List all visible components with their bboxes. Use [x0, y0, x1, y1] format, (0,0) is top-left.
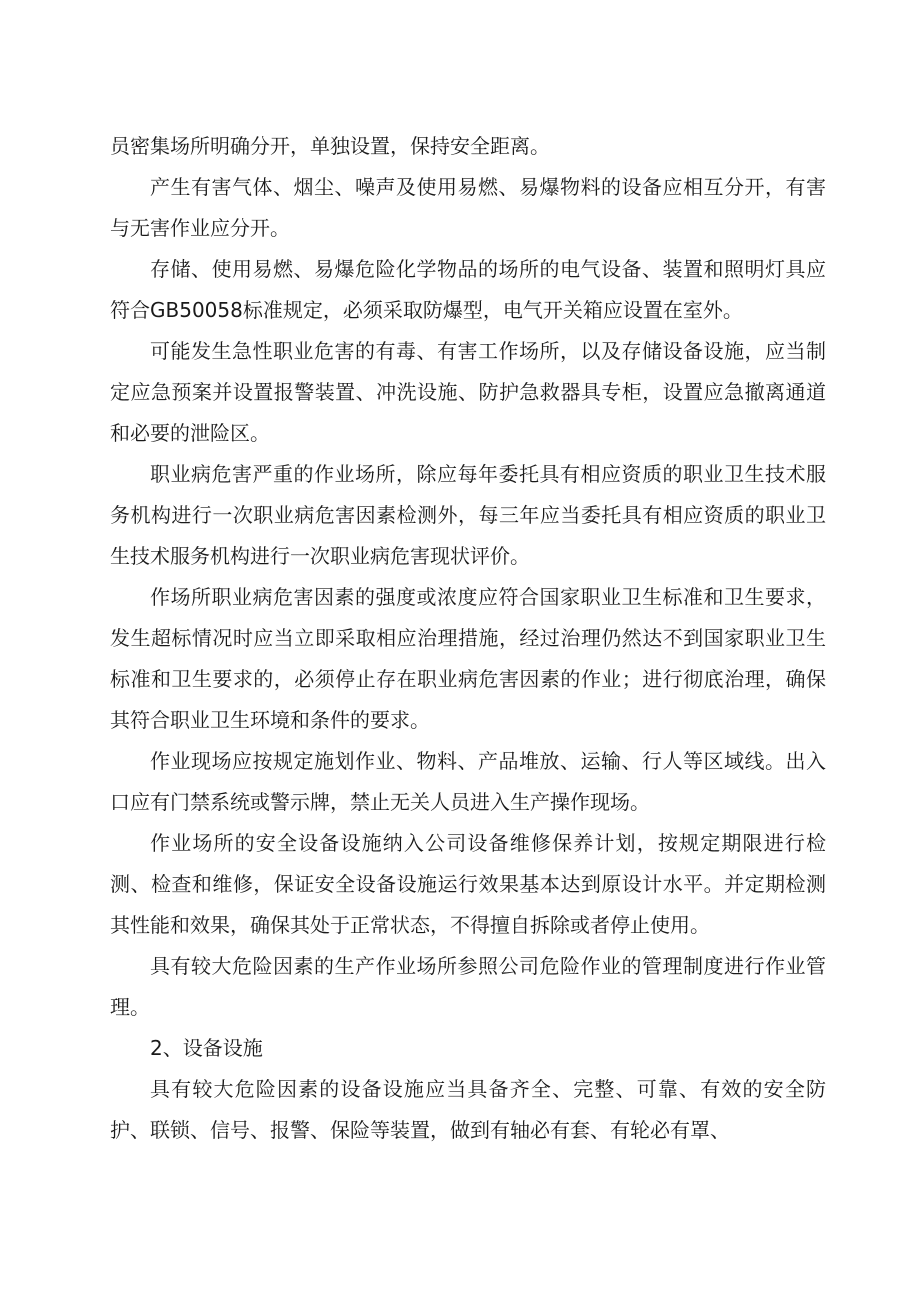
paragraph-dangerous-work: 具有较大危险因素的生产作业场所参照公司危险作业的管理制度进行作业管理。 [110, 954, 826, 1019]
paragraph-zone-lines: 作业现场应按规定施划作业、物料、产品堆放、运输、行人等区域线。出入口应有门禁系统或警示牌，禁止无关人员进入生产操作现场。 [110, 749, 826, 814]
paragraph-hazard-control: 作场所职业病危害因素的强度或浓度应符合国家职业卫生标准和卫生要求，发生超标情况时应当立即采取相应治理措施，经过治理仍然达不到国家职业卫生标准和卫生要求的，必须停止存在职业病危害因素的作业；进行彻底治理，确保其符合职业卫生环境和条件的要求。 [110, 585, 826, 732]
paragraph-explosion-proof: 存储、使用易燃、易爆危险化学物品的场所的电气设备、装置和照明灯具应符合GB50058标准规定，必须采取防爆型，电气开关箱应设置在室外。 [110, 257, 826, 322]
paragraph-maintenance: 作业场所的安全设备设施纳入公司设备维修保养计划，按规定期限进行检测、检查和维修，保证安全设备设施运行效果基本达到原设计水平。并定期检测其性能和效果，确保其处于正常状态，不得擅自拆除或者停止使用。 [110, 831, 826, 937]
document-body [110, 126, 826, 1151]
paragraph-hazard-assessment: 职业病危害严重的作业场所，除应每年委托具有相应资质的职业卫生技术服务机构进行一次职业病危害因素检测外，每三年应当委托具有相应资质的职业卫生技术服务机构进行一次职业病危害现状评价。 [110, 462, 826, 568]
paragraph-continuation: 员密集场所明确分开，单独设置，保持安全距离。 [110, 134, 550, 158]
paragraph-safety-devices: 具有较大危险因素的设备设施应当具备齐全、完整、可靠、有效的安全防护、联锁、信号、报警、保险等装置，做到有轴必有套、有轮必有罩、 [110, 1077, 826, 1142]
section-heading-equipment: 2、设备设施 [150, 1036, 263, 1060]
paragraph-emergency-plan: 可能发生急性职业危害的有毒、有害工作场所，以及存储设备设施，应当制定应急预案并设置报警装置、冲洗设施、防护急救器具专柜，设置应急撤离通道和必要的泄险区。 [110, 339, 826, 445]
paragraph-harmful-separation: 产生有害气体、烟尘、噪声及使用易燃、易爆物料的设备应相互分开，有害与无害作业应分开。 [110, 175, 826, 240]
